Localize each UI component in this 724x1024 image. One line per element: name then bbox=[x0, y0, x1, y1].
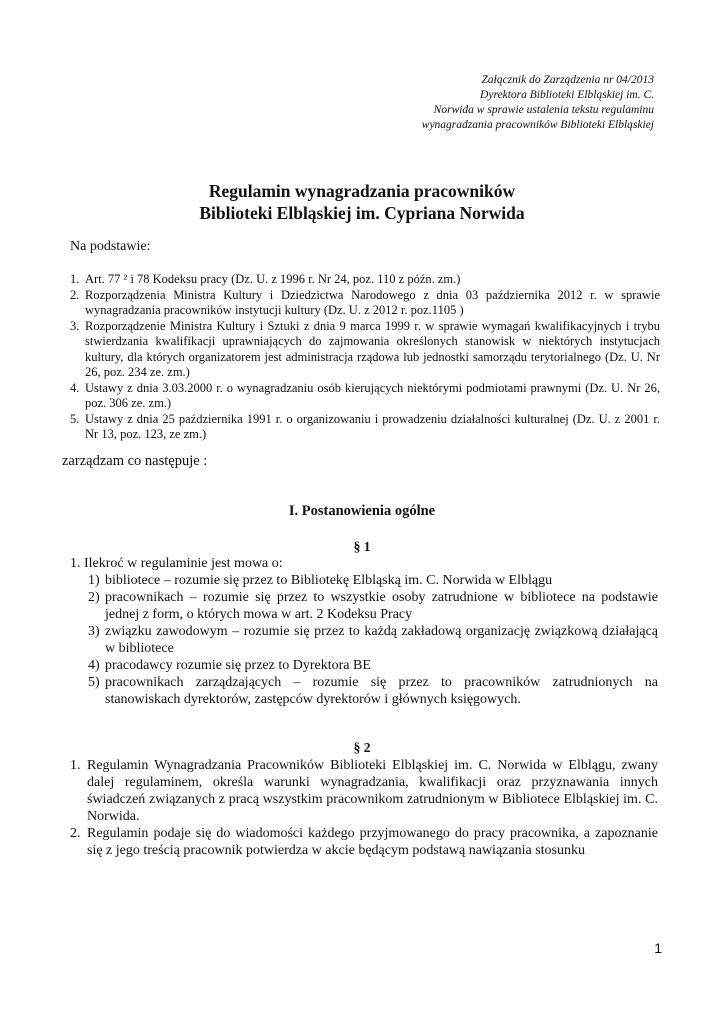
header-note-line: Norwida w sprawie ustalenia tekstu regulaminu bbox=[433, 104, 654, 116]
definition-item bbox=[88, 674, 658, 708]
definition-item bbox=[88, 623, 658, 657]
definition-text: bibliotece – rozumie się przez to Bibliotekę Elbląską im. C. Norwida w Elblągu bbox=[105, 573, 553, 588]
basis-item-number: 3. bbox=[70, 318, 80, 333]
definition-item bbox=[88, 657, 658, 674]
basis-item-text: Ustawy z dnia 25 października 1991 r. o organizowaniu i prowadzeniu działalności kulturalnej (Dz. U. z 2001 r. Nr 13, poz. 123, ze zm.) bbox=[85, 411, 660, 441]
definition-text: pracownikach – rozumie się przez to wszystkie osoby zatrudnione w bibliotece na podstawie jednej z form, o których mowa w art. 2 Kodeksu Pracy bbox=[105, 590, 658, 622]
definition-text: pracodawcy rozumie się przez to Dyrektora BE bbox=[105, 658, 371, 673]
definitions-list bbox=[88, 572, 658, 708]
definition-number: 1) bbox=[88, 573, 100, 588]
regulation-list bbox=[70, 757, 658, 859]
basis-item bbox=[70, 319, 660, 381]
header-note-line: Dyrektora Biblioteki Elbląskiej im. C. bbox=[480, 89, 654, 101]
definition-text: pracownikach zarządzających – rozumie się przez to pracowników zatrudnionych na stanowiskach dyrektorów, zastępców dyrektorów i głównych księgowych. bbox=[105, 675, 658, 707]
regulation-item bbox=[70, 825, 658, 859]
header-note bbox=[324, 73, 654, 133]
definition-item bbox=[88, 572, 658, 589]
paragraph-mark-2: § 2 bbox=[353, 740, 371, 755]
regulation-item bbox=[70, 757, 658, 825]
basis-item bbox=[70, 272, 660, 288]
document-title-line: Biblioteki Elbląskiej im. Cypriana Norwida bbox=[199, 203, 525, 223]
basis-item-number: 1. bbox=[70, 272, 80, 286]
basis-item-text: Rozporządzenie Ministra Kultury i Sztuki z dnia 9 marca 1999 r. w sprawie wymagań kwalifikacyjnych i trybu stwierdzania kwalifikacji uprawniających do zajmowania określonych stanowisk w niektórych instytucjach kultury, dla których organizatorem jest administracja rządowa lub jednostki samorządu terytorialnego (Dz. U. Nr 26, poz. 234 ze. zm.) bbox=[85, 318, 660, 379]
header-note-line: Załącznik do Zarządzenia nr 04/2013 bbox=[481, 74, 654, 86]
definition-text: związku zawodowym – rozumie się przez to każdą zakładową organizację związkową działającą w bibliotece bbox=[105, 624, 658, 656]
basis-item-number: 5. bbox=[70, 411, 80, 426]
regulation-text: Regulamin podaje się do wiadomości każdego przyjmowanego do pracy pracownika, a zapoznanie się z jego treścią pracownik potwierdza w akcie będącym podstawą nawiązania stosunku bbox=[87, 826, 658, 858]
basis-item bbox=[70, 412, 660, 443]
definition-number: 4) bbox=[88, 658, 100, 673]
definition-number: 5) bbox=[88, 675, 100, 690]
regulation-number: 1. bbox=[70, 758, 81, 773]
basis-item-text: Rozporządzenia Ministra Kultury i Dziedzictwa Narodowego z dnia 03 października 2012 r. w sprawie wynagradzania pracowników instytucji kultury (Dz. U. z 2012 r. poz.1105 ) bbox=[85, 287, 660, 317]
document-title bbox=[0, 180, 724, 224]
basis-label: Na podstawie: bbox=[70, 239, 151, 254]
definition-number: 3) bbox=[88, 624, 100, 639]
regulation-text: Regulamin Wynagradzania Pracowników Biblioteki Elbląskiej im. C. Norwida w Elblągu, zwany dalej regulaminem, określa warunki wynagradzania, kwalifikacji oraz przyznawania innych świadczeń związanych z pracą wszystkim pracownikom zatrudnionym w Bibliotece Elbląskiej im. C. Norwida. bbox=[87, 758, 658, 824]
basis-item bbox=[70, 381, 660, 412]
definition-item bbox=[88, 589, 658, 623]
basis-item-number: 4. bbox=[70, 380, 80, 395]
basis-item bbox=[70, 288, 660, 319]
paragraph-1-intro: 1. Ilekroć w regulaminie jest mowa o: bbox=[70, 556, 283, 571]
basis-item-number: 2. bbox=[70, 287, 80, 302]
definition-number: 2) bbox=[88, 590, 100, 605]
basis-list bbox=[70, 272, 660, 443]
paragraph-mark-1: § 1 bbox=[353, 539, 371, 554]
section-title: I. Postanowienia ogólne bbox=[288, 503, 436, 519]
basis-item-text: Ustawy z dnia 3.03.2000 r. o wynagradzaniu osób kierujących niektórymi podmiotami prawnymi (Dz. U. Nr 26, poz. 306 ze. zm.) bbox=[85, 380, 660, 410]
regulation-number: 2. bbox=[70, 826, 81, 841]
basis-item-text: Art. 77 ² i 78 Kodeksu pracy (Dz. U. z 1996 r. Nr 24, poz. 110 z późn. zm.) bbox=[85, 272, 461, 286]
document-title-line: Regulamin wynagradzania pracowników bbox=[208, 181, 516, 201]
decree-statement: zarządzam co następuje : bbox=[62, 453, 208, 469]
page-number: 1 bbox=[654, 940, 662, 956]
header-note-line: wynagradzania pracowników Biblioteki Elbląskiej bbox=[421, 119, 654, 131]
